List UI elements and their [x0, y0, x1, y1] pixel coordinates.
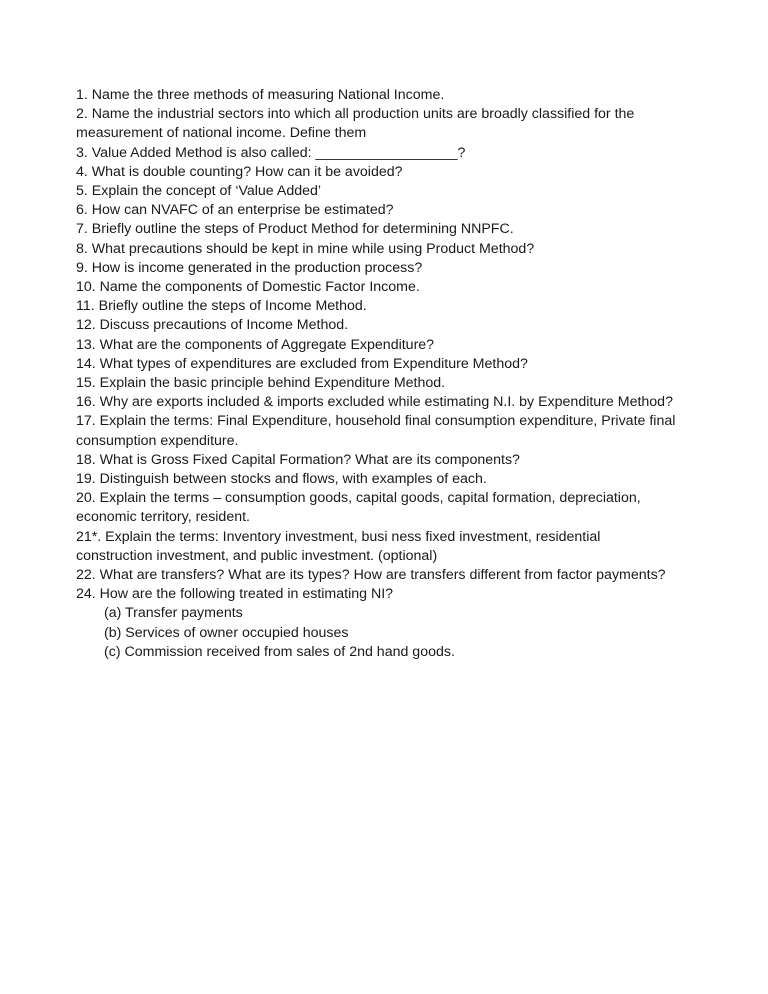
sub-item-b: (b) Services of owner occupied houses	[104, 624, 349, 641]
question-9: 9. How is income generated in the production process?	[76, 259, 423, 276]
sub-item-c: (c) Commission received from sales of 2nd hand goods.	[104, 643, 455, 660]
question-4: 4. What is double counting? How can it be avoided?	[76, 163, 403, 180]
question-21: 21*. Explain the terms: Inventory investment, busi ness fixed investment, residential construction investment, and public investment. (optional)	[76, 528, 601, 564]
question-19: 19. Distinguish between stocks and flows, with examples of each.	[76, 471, 487, 488]
question-14: 14. What types of expenditures are excluded from Expenditure Method?	[76, 355, 528, 372]
question-10: 10. Name the components of Domestic Factor Income.	[76, 279, 420, 296]
question-17: 17. Explain the terms: Final Expenditure, household final consumption expenditure, Private final consumption expenditure.	[76, 413, 676, 449]
question-6: 6. How can NVAFC of an enterprise be estimated?	[76, 202, 394, 219]
question-1: 1. Name the three methods of measuring National Income.	[76, 87, 445, 103]
question-2: 2. Name the industrial sectors into which all production units are broadly classified for the measurement of national income. Define them	[76, 106, 635, 142]
question-20: 20. Explain the terms – consumption goods, capital goods, capital formation, depreciation, economic territory, resident.	[76, 490, 641, 526]
question-15: 15. Explain the basic principle behind Expenditure Method.	[76, 375, 446, 392]
question-list	[76, 86, 676, 662]
question-7: 7. Briefly outline the steps of Product Method for determining NNPFC.	[76, 221, 514, 238]
question-13: 13. What are the components of Aggregate Expenditure?	[76, 336, 435, 353]
question-22: 22. What are transfers? What are its types? How are transfers different from factor payments?	[76, 567, 666, 584]
question-24: 24. How are the following treated in estimating NI?	[76, 586, 394, 603]
sub-item-a: (a) Transfer payments	[104, 605, 243, 622]
question-24-sub-list	[76, 604, 676, 662]
question-16: 16. Why are exports included & imports excluded while estimating N.I. by Expenditure Method?	[76, 394, 673, 411]
question-12: 12. Discuss precautions of Income Method.	[76, 317, 349, 334]
question-11: 11. Briefly outline the steps of Income Method.	[76, 298, 367, 315]
question-8: 8. What precautions should be kept in mine while using Product Method?	[76, 240, 535, 257]
question-18: 18. What is Gross Fixed Capital Formation? What are its components?	[76, 451, 520, 468]
question-3: 3. Value Added Method is also called: __________________?	[76, 144, 466, 161]
question-5: 5. Explain the concept of ‘Value Added’	[76, 183, 322, 200]
